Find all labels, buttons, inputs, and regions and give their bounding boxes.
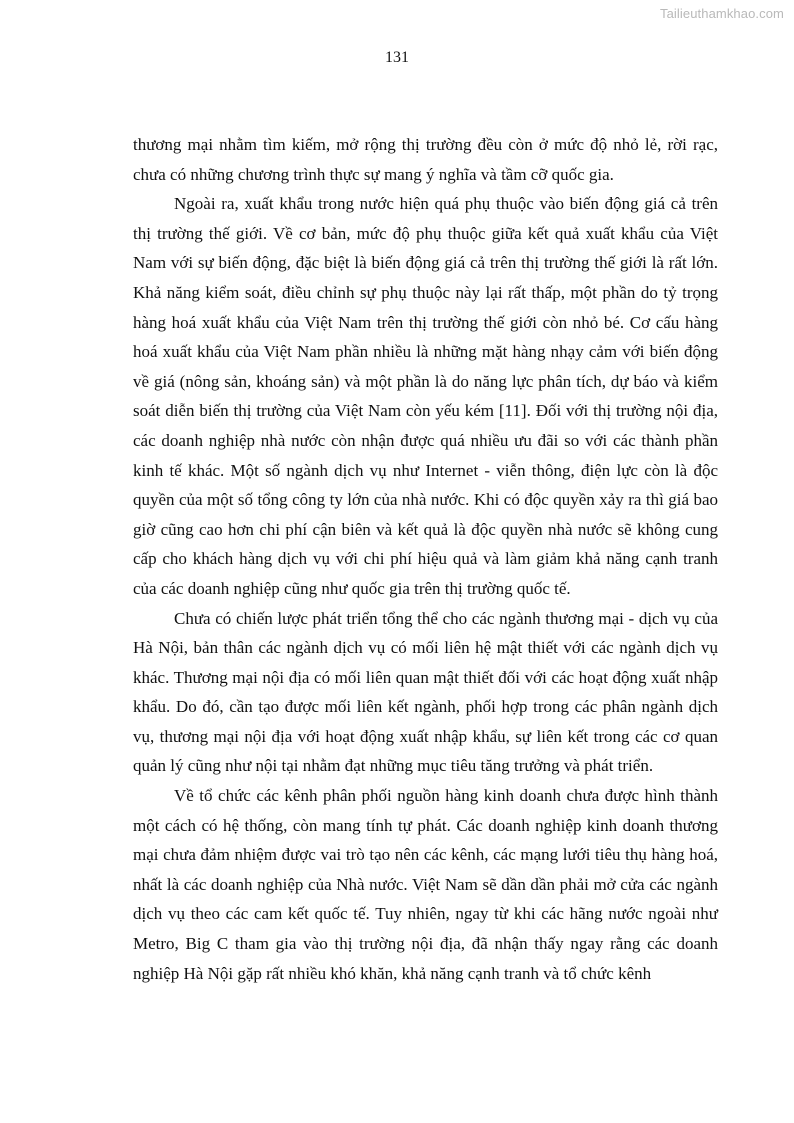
paragraph-4: Về tổ chức các kênh phân phối nguồn hàng kinh doanh chưa được hình thành một cách có hệ thống, còn mang tính tự phát. Các doanh nghiệp kinh doanh thương mại chưa đảm nhiệm được vai trò tạo nên các kênh, các mạng lưới tiêu thụ hàng hoá, nhất là các doanh nghiệp của Nhà nước. Việt Nam sẽ dần dần phải mở cửa các ngành dịch vụ theo các cam kết quốc tế. Tuy nhiên, ngay từ khi các hãng nước ngoài như Metro, Big C tham gia vào thị trường nội địa, đã nhận thấy ngay rằng các doanh nghiệp Hà Nội gặp rất nhiều khó khăn, khả năng cạnh tranh và tổ chức kênh <box>133 786 718 983</box>
document-body <box>133 130 718 988</box>
paragraph-1: thương mại nhằm tìm kiếm, mở rộng thị trường đều còn ở mức độ nhỏ lẻ, rời rạc, chưa có những chương trình thực sự mang ý nghĩa và tầm cỡ quốc gia. <box>133 135 718 184</box>
paragraph-3: Chưa có chiến lược phát triển tổng thể cho các ngành thương mại - dịch vụ của Hà Nội, bản thân các ngành dịch vụ có mối liên hệ mật thiết với các ngành dịch vụ khác. Thương mại nội địa có mối liên quan mật thiết đối với các hoạt động xuất nhập khẩu. Do đó, cần tạo được mối liên kết ngành, phối hợp trong các phân ngành dịch vụ, thương mại nội địa với hoạt động xuất nhập khẩu, sự liên kết trong các cơ quan quản lý cũng như nội tại nhằm đạt những mục tiêu tăng trưởng và phát triển. <box>133 608 718 776</box>
paragraph-2: Ngoài ra, xuất khẩu trong nước hiện quá phụ thuộc vào biến động giá cả trên thị trường thế giới. Về cơ bản, mức độ phụ thuộc giữa kết quả xuất khẩu của Việt Nam với sự biến động, đặc biệt là biến động giá cả trên thị trường thế giới là rất lớn. Khả năng kiểm soát, điều chỉnh sự phụ thuộc này lại rất thấp, một phần do tỷ trọng hàng hoá xuất khẩu của Việt Nam trên thị trường thế giới còn nhỏ bé. Cơ cấu hàng hoá xuất khẩu của Việt Nam phần nhiều là những mặt hàng nhạy cảm với biến động về giá (nông sản, khoáng sản) và một phần là do năng lực phân tích, dự báo và kiểm soát diễn biến thị trường của Việt Nam còn yếu kém [11]. Đối với thị trường nội địa, các doanh nghiệp nhà nước còn nhận được quá nhiều ưu đãi so với các thành phần kinh tế khác. Một số ngành dịch vụ như Internet - viễn thông, điện lực còn là độc quyền của một số tổng công ty lớn của nhà nước. Khi có độc quyền xảy ra thì giá bao giờ cũng cao hơn chi phí cận biên và kết quả là độc quyền nhà nước sẽ không cung cấp cho khách hàng dịch vụ với chi phí hiệu quả và làm giảm khả năng cạnh tranh của các doanh nghiệp cũng như quốc gia trên thị trường quốc tế. <box>133 194 718 598</box>
watermark-text: Tailieuthamkhao.com <box>659 6 784 21</box>
page-number: 131 <box>385 49 409 66</box>
